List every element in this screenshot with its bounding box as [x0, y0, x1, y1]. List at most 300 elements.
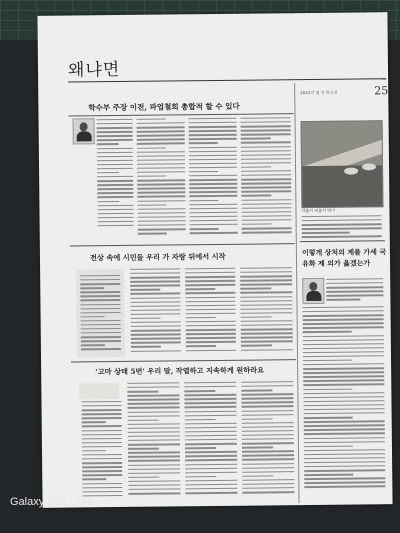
text-line [186, 345, 216, 347]
text-line [185, 296, 235, 298]
text-line [82, 487, 122, 489]
text-line [189, 159, 237, 161]
text-line [242, 223, 272, 225]
text-line [189, 207, 237, 209]
text-line [303, 351, 384, 353]
text-line [128, 480, 180, 482]
article-4-byline-box [79, 383, 119, 399]
text-line [189, 146, 237, 148]
article-3-body [302, 306, 385, 490]
text-line [304, 482, 385, 484]
text-line [240, 267, 292, 269]
text-line [128, 464, 180, 466]
text-line [186, 325, 236, 327]
text-line [97, 184, 133, 186]
text-line [185, 476, 216, 478]
newspaper-page [37, 12, 392, 508]
text-line [304, 469, 385, 471]
text-line [302, 227, 382, 229]
text-line [241, 125, 291, 127]
text-line [304, 420, 385, 422]
text-line [241, 390, 272, 392]
text-line [241, 129, 291, 131]
text-line [189, 175, 237, 177]
text-line [304, 486, 385, 488]
pigeon-photo [301, 120, 384, 208]
text-line [137, 188, 185, 190]
text-line [241, 199, 291, 201]
text-line [137, 155, 185, 157]
text-line [302, 232, 350, 234]
text-line [303, 323, 384, 325]
text-line [304, 461, 385, 463]
text-line [128, 407, 180, 409]
text-line [241, 191, 291, 193]
text-line [97, 188, 133, 190]
text-line [131, 334, 181, 336]
text-line [80, 279, 120, 281]
text-line [242, 483, 294, 485]
text-line [185, 463, 237, 465]
text-line [97, 180, 133, 182]
text-line [242, 227, 292, 229]
text-line [186, 333, 236, 335]
text-line [242, 422, 294, 424]
text-line [137, 171, 185, 173]
text-line [97, 156, 133, 158]
text-line [185, 471, 237, 473]
text-line [185, 492, 237, 494]
text-line [242, 215, 292, 217]
text-line [185, 488, 237, 490]
text-line [82, 491, 122, 493]
text-line [190, 224, 238, 226]
text-line [240, 292, 292, 294]
text-line [242, 442, 294, 444]
text-line [97, 151, 133, 153]
text-line [189, 171, 218, 173]
text-line [303, 376, 384, 378]
text-line [303, 327, 384, 329]
text-line [97, 123, 133, 125]
text-line [185, 268, 235, 270]
text-line [184, 386, 236, 388]
text-line [185, 276, 235, 278]
text-line [128, 448, 159, 450]
text-line [81, 344, 105, 346]
text-line [137, 119, 166, 121]
page-info: 2024년 월 일 화요일 [300, 89, 338, 96]
text-line [185, 272, 235, 274]
text-line [81, 312, 121, 314]
text-line [189, 122, 237, 124]
text-line [302, 215, 382, 217]
text-line [128, 460, 180, 462]
text-line [304, 441, 385, 443]
text-line [241, 166, 271, 168]
text-line [241, 211, 291, 213]
text-line [184, 390, 215, 392]
text-line [137, 176, 166, 178]
column-divider [294, 83, 299, 503]
text-line [128, 435, 180, 437]
road [302, 165, 383, 208]
text-line [128, 444, 180, 446]
text-line [131, 330, 181, 332]
text-line [185, 280, 235, 282]
text-line [240, 300, 292, 302]
text-line [241, 182, 291, 184]
text-line [304, 429, 385, 431]
text-line [131, 325, 181, 327]
text-line [185, 427, 237, 429]
text-line [130, 297, 180, 299]
text-line [190, 216, 238, 218]
article-4-col-3 [184, 382, 237, 497]
text-line [131, 313, 181, 315]
text-line [131, 309, 181, 311]
author-face [80, 122, 88, 131]
text-line [128, 468, 180, 470]
text-line [128, 492, 180, 494]
text-line [184, 394, 236, 396]
text-line [190, 220, 238, 222]
text-line [326, 282, 383, 284]
text-line [303, 314, 384, 316]
text-line [241, 402, 293, 404]
article-3-intro [326, 278, 383, 303]
text-line [304, 437, 385, 439]
text-line [241, 337, 293, 339]
text-line [242, 451, 294, 453]
text-line [97, 131, 133, 133]
text-line [189, 203, 237, 205]
text-line [303, 400, 384, 402]
text-line [304, 478, 385, 480]
text-line [81, 332, 121, 334]
text-line [80, 295, 120, 297]
page-number: 25 [374, 84, 389, 98]
text-line [241, 308, 293, 310]
text-line [186, 349, 236, 351]
text-line [185, 406, 237, 408]
text-line [185, 439, 237, 441]
text-line [97, 204, 133, 206]
article-2-col-2 [185, 268, 236, 354]
article-1-col-2 [137, 118, 186, 237]
text-line [80, 287, 104, 289]
text-line [97, 209, 133, 211]
text-line [189, 126, 237, 128]
text-line [241, 134, 291, 136]
text-line [97, 176, 133, 178]
text-line [98, 225, 134, 227]
text-line [138, 228, 186, 230]
text-line [189, 191, 237, 193]
text-line [97, 135, 133, 137]
text-line [97, 168, 133, 170]
text-line [97, 192, 133, 194]
text-line [240, 271, 292, 273]
text-line [185, 288, 215, 290]
text-line [189, 154, 237, 156]
text-line [326, 299, 360, 301]
text-line [127, 395, 179, 397]
text-line [241, 162, 291, 164]
article-4-col-2 [127, 382, 180, 497]
text-line [81, 401, 121, 403]
text-line [304, 445, 353, 447]
text-line [131, 338, 181, 340]
text-line [241, 341, 293, 343]
text-line [82, 409, 122, 411]
text-line [326, 290, 383, 292]
article-1-headline: 학수부 주장 이전, 파업철회 총합적 할 수 있다 [88, 101, 240, 113]
text-line [137, 204, 166, 206]
text-line [128, 431, 180, 433]
text-line [82, 422, 106, 424]
text-line [304, 474, 353, 476]
text-line [98, 213, 134, 215]
article-4-headline: ‘고마 상태 5번’ 우리 말, 작열하고 지속하게 원하라요 [95, 365, 265, 377]
text-line [241, 381, 293, 383]
text-line [241, 158, 291, 160]
text-line [185, 484, 237, 486]
text-line [326, 295, 383, 297]
text-line [97, 201, 119, 203]
text-line [82, 470, 122, 472]
author-body [77, 131, 92, 141]
text-line [189, 179, 237, 181]
text-line [241, 328, 293, 330]
text-line [97, 143, 119, 145]
text-line [241, 393, 293, 395]
text-line [240, 279, 292, 281]
text-line [185, 435, 237, 437]
article-1-col-4 [241, 117, 292, 236]
text-line [184, 402, 236, 404]
text-line [303, 371, 384, 373]
text-line [130, 268, 180, 270]
text-line [242, 491, 294, 493]
text-line [242, 426, 294, 428]
text-line [185, 451, 237, 453]
text-line [131, 318, 161, 320]
text-line [242, 455, 294, 457]
text-line [97, 196, 133, 198]
text-line [82, 438, 122, 440]
text-line [82, 425, 122, 427]
text-line [189, 163, 237, 165]
text-line [184, 382, 236, 384]
text-line [303, 310, 384, 312]
text-line [189, 183, 237, 185]
text-line [82, 434, 122, 436]
text-line [304, 457, 385, 459]
photo-caption: 서울시 비둘기 먹이 [301, 207, 335, 214]
text-line [242, 418, 273, 420]
text-line [303, 360, 352, 362]
text-line [242, 231, 292, 233]
author-face [309, 282, 317, 291]
text-line [241, 207, 291, 209]
text-line [185, 414, 237, 416]
text-line [82, 413, 122, 415]
text-line [242, 438, 294, 440]
text-line [137, 151, 185, 153]
text-line [137, 139, 185, 141]
text-line [189, 200, 218, 202]
text-line [303, 392, 384, 394]
text-line [241, 146, 291, 148]
article-4-col-4 [241, 381, 294, 496]
text-line [186, 337, 236, 339]
text-line [240, 304, 292, 306]
text-line [137, 147, 166, 149]
text-line [240, 284, 292, 286]
text-line [137, 122, 185, 124]
text-line [241, 320, 293, 322]
article-2-col-1 [130, 268, 181, 354]
text-line [241, 385, 293, 387]
text-line [186, 309, 236, 311]
text-line [304, 433, 385, 435]
text-line [304, 412, 385, 414]
text-line [241, 316, 272, 318]
text-line [97, 164, 133, 166]
text-line [130, 301, 180, 303]
text-line [82, 466, 122, 468]
text-line [130, 305, 180, 307]
text-line [82, 479, 106, 481]
text-line [189, 138, 237, 140]
text-line [189, 142, 218, 144]
text-line [185, 419, 216, 421]
text-line [82, 430, 122, 432]
text-line [242, 459, 294, 461]
text-line [80, 283, 120, 285]
text-line [241, 195, 271, 197]
text-line [82, 417, 122, 419]
text-line [303, 318, 384, 320]
text-line [128, 484, 180, 486]
text-line [242, 410, 294, 412]
text-line [304, 424, 385, 426]
divider [68, 113, 293, 116]
text-line [185, 292, 235, 294]
text-line [82, 483, 122, 485]
text-line [185, 447, 216, 449]
article-1-col-1 [97, 119, 134, 229]
text-line [137, 179, 185, 181]
text-line [241, 142, 291, 144]
text-line [241, 170, 291, 172]
text-line [82, 442, 122, 444]
text-line [97, 172, 119, 174]
text-line [242, 487, 294, 489]
text-line [130, 272, 180, 274]
article-2-sidebar-text [80, 275, 121, 353]
text-line [128, 415, 180, 417]
section-masthead: 왜냐면 [67, 59, 121, 81]
text-line [137, 135, 185, 137]
text-line [241, 324, 293, 326]
text-line [241, 117, 291, 119]
text-line [81, 348, 121, 350]
text-line [303, 363, 384, 365]
text-line [97, 160, 133, 162]
text-line [128, 476, 159, 478]
text-line [242, 479, 294, 481]
text-line [138, 224, 186, 226]
text-line [137, 131, 185, 133]
text-line [303, 367, 384, 369]
text-line [190, 232, 238, 234]
text-line [241, 397, 293, 399]
text-line [189, 118, 237, 120]
text-line [185, 300, 235, 302]
text-line [241, 138, 271, 140]
text-line [128, 423, 180, 425]
text-line [304, 417, 353, 419]
text-line [138, 233, 167, 235]
text-line [185, 480, 237, 482]
text-line [304, 449, 385, 451]
text-line [138, 216, 186, 218]
text-line [80, 308, 120, 310]
text-line [185, 284, 235, 286]
text-line [241, 121, 291, 123]
text-line [185, 410, 237, 412]
text-line [189, 187, 237, 189]
text-line [81, 324, 121, 326]
text-line [137, 196, 185, 198]
article-2-col-3 [240, 267, 293, 353]
text-line [186, 321, 236, 323]
text-line [130, 293, 180, 295]
text-line [131, 350, 181, 352]
text-line [82, 462, 122, 464]
text-line [241, 150, 291, 152]
text-line [186, 329, 236, 331]
text-line [242, 219, 292, 221]
text-line [186, 341, 236, 343]
text-line [128, 452, 180, 454]
text-line [242, 414, 294, 416]
text-line [185, 459, 237, 461]
author-body [306, 291, 321, 301]
text-line [185, 443, 237, 445]
text-line [302, 223, 382, 225]
text-line [304, 404, 385, 406]
text-line [303, 388, 352, 390]
text-line [137, 192, 185, 194]
text-line [130, 289, 160, 291]
text-line [137, 184, 185, 186]
text-line [97, 147, 133, 149]
text-line [82, 454, 122, 456]
text-line [189, 130, 237, 132]
text-line [137, 200, 185, 202]
text-line [241, 349, 293, 351]
text-line [128, 411, 180, 413]
text-line [303, 380, 384, 382]
author-photo [73, 118, 95, 144]
text-line [241, 174, 291, 176]
text-line [189, 150, 237, 152]
text-line [303, 396, 384, 398]
text-line [242, 434, 294, 436]
